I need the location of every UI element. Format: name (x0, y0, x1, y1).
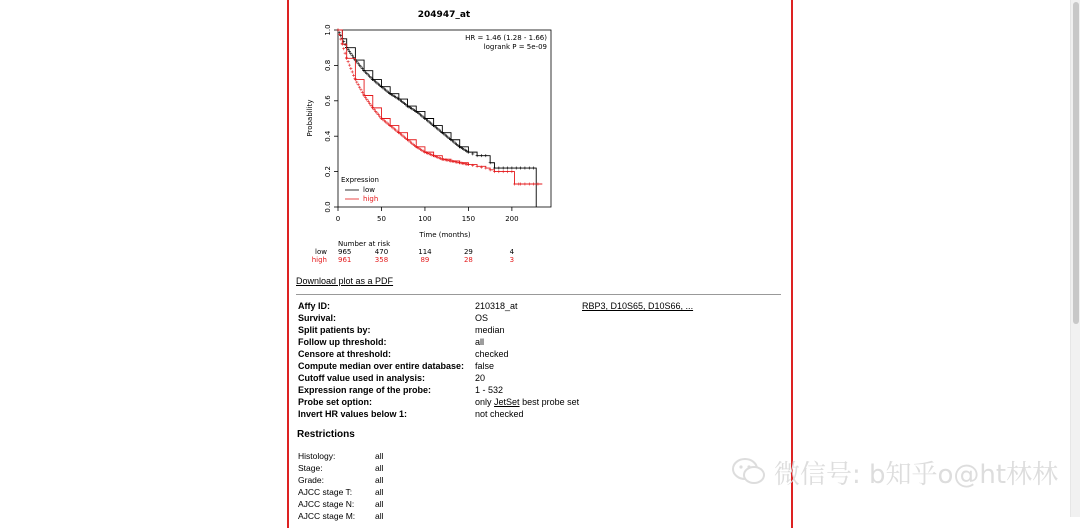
download-pdf-link[interactable]: Download plot as a PDF (296, 276, 394, 286)
censor-mark (359, 65, 362, 68)
censor-mark (348, 64, 351, 67)
restriction-label: AJCC stage N: (298, 499, 355, 509)
censor-mark (351, 54, 354, 57)
risk-count-high: 3 (509, 256, 515, 264)
scrollbar-thumb[interactable] (1073, 2, 1079, 324)
censor-mark (489, 168, 492, 171)
censor-mark (493, 170, 496, 173)
censor-mark (337, 29, 340, 32)
censor-mark (339, 38, 342, 41)
censor-mark (497, 167, 500, 170)
info-value: 20 (475, 373, 486, 383)
censor-mark (532, 182, 535, 185)
censor-mark (373, 108, 376, 111)
censor-mark (348, 50, 351, 53)
censor-mark (519, 167, 522, 170)
censor-mark (365, 72, 368, 75)
info-value (475, 396, 579, 408)
risk-count-low: 114 (418, 248, 432, 256)
info-label: Compute median over entire database: (298, 361, 465, 371)
censor-mark (428, 152, 431, 155)
info-value: 210318_at (475, 301, 518, 311)
censor-mark (380, 117, 383, 120)
censor-mark (510, 167, 513, 170)
censor-mark (368, 75, 371, 78)
info-label: Probe set option: (298, 397, 372, 407)
legend-label-high: high (363, 195, 379, 203)
x-tick-label: 200 (505, 215, 519, 223)
censor-mark (493, 167, 496, 170)
wechat-watermark (732, 452, 1058, 492)
censor-mark (371, 106, 374, 109)
censor-mark (370, 104, 373, 107)
restriction-value: all (375, 463, 384, 473)
y-tick-label: 0.8 (324, 59, 332, 71)
y-axis-label: Probability (306, 99, 314, 137)
restriction-value: all (375, 511, 384, 521)
y-tick-label: 0.2 (324, 166, 332, 178)
censor-mark (532, 167, 535, 170)
info-value: all (475, 337, 485, 347)
legend-label-low: low (363, 186, 375, 194)
restrictions-heading: Restrictions (297, 429, 355, 440)
info-value: false (475, 361, 495, 371)
info-label: Censore at threshold: (298, 349, 392, 359)
risk-count-high: 961 (338, 256, 352, 264)
censor-mark (438, 156, 441, 159)
censor-mark (341, 43, 344, 46)
logrank-annotation: logrank P = 5e-09 (483, 43, 547, 51)
info-value: checked (475, 349, 509, 359)
censor-mark (371, 78, 374, 81)
info-label: Invert HR values below 1: (298, 409, 408, 419)
censor-mark (352, 74, 355, 77)
restriction-label: Stage: (298, 463, 323, 473)
probe-prefix: only (475, 397, 492, 407)
censor-mark (358, 64, 361, 67)
restriction-value: all (375, 499, 384, 509)
vertical-scrollbar[interactable] (1070, 0, 1080, 517)
restriction-label: AJCC stage M: (298, 511, 356, 521)
wechat-icon (732, 457, 766, 487)
restriction-value: all (375, 451, 384, 461)
x-tick-label: 50 (377, 215, 386, 223)
censor-mark (528, 182, 531, 185)
censor-mark (363, 94, 366, 97)
watermark-text: 微信号: b知乎o@ht林林 (774, 459, 1059, 490)
censor-mark (439, 157, 442, 160)
chart-title: 204947_at (417, 10, 471, 20)
y-tick-label: 0.0 (324, 201, 332, 213)
censor-mark (344, 52, 347, 55)
risk-count-low: 29 (463, 248, 473, 256)
info-label: Split patients by: (298, 325, 371, 335)
censor-mark (476, 154, 479, 157)
censor-mark (476, 165, 479, 168)
censor-mark (359, 88, 362, 91)
censor-mark (364, 96, 367, 99)
probe-option-value: best probe set (522, 397, 580, 407)
censor-mark (371, 106, 374, 109)
y-tick-label: 0.6 (324, 95, 332, 107)
censor-mark (365, 98, 368, 101)
censor-mark (519, 182, 522, 185)
censor-mark (342, 47, 345, 50)
censor-mark (536, 182, 539, 185)
censor-mark (489, 161, 492, 164)
info-label: Cutoff value used in analysis: (298, 373, 426, 383)
censor-mark (358, 86, 361, 89)
info-value: 1 - 532 (475, 385, 504, 395)
censor-mark (432, 154, 435, 157)
censor-mark (515, 167, 518, 170)
censor-mark (523, 182, 526, 185)
censor-mark (375, 111, 378, 114)
gene-symbols-link[interactable]: RBP3, D10S65, D10S66, ... (582, 301, 694, 311)
restriction-label: Grade: (298, 475, 324, 485)
info-value: OS (475, 313, 489, 323)
info-label: Survival: (298, 313, 337, 323)
censor-mark (502, 167, 505, 170)
censor-mark (528, 167, 531, 170)
censor-mark (502, 170, 505, 173)
censor-mark (430, 153, 433, 156)
restriction-label: Histology: (298, 451, 336, 461)
censor-mark (523, 167, 526, 170)
risk-count-low: 4 (509, 248, 515, 256)
censor-mark (367, 100, 370, 103)
risk-count-high: 28 (463, 256, 473, 264)
censor-mark (367, 73, 370, 76)
censor-mark (510, 170, 513, 173)
censor-mark (497, 170, 500, 173)
censor-mark (471, 152, 474, 155)
censor-mark (355, 81, 358, 84)
divider (296, 294, 781, 295)
info-value: not checked (475, 409, 524, 419)
censor-mark (506, 170, 509, 173)
survival-curve-high (338, 30, 542, 184)
censor-mark (467, 163, 470, 166)
censor-mark (506, 167, 509, 170)
risk-count-low: 965 (338, 248, 352, 256)
jetset-link[interactable]: JetSet (494, 397, 520, 407)
censor-mark (357, 62, 360, 65)
censor-mark (436, 156, 439, 159)
censor-mark (349, 52, 352, 55)
info-label: Follow up threshold: (298, 337, 387, 347)
censor-mark (368, 102, 371, 105)
censor-mark (429, 153, 432, 156)
x-tick-label: 100 (418, 215, 432, 223)
censor-mark (361, 67, 364, 70)
risk-count-high: 358 (374, 256, 389, 264)
risk-row-label-low: low (315, 248, 327, 256)
restriction-value: all (375, 475, 384, 485)
risk-count-high: 89 (420, 256, 430, 264)
censor-mark (480, 154, 483, 157)
censor-mark (374, 110, 377, 113)
censor-mark (484, 154, 487, 157)
info-label: Affy ID: (298, 301, 330, 311)
censor-mark (357, 83, 360, 86)
censor-mark (378, 115, 381, 118)
legend-title: Expression (341, 176, 379, 184)
y-tick-label: 0.4 (324, 130, 332, 142)
censor-mark (347, 60, 350, 63)
censor-mark (377, 113, 380, 116)
x-tick-label: 150 (461, 215, 476, 223)
hr-annotation: HR = 1.46 (1.28 - 1.66) (465, 34, 547, 42)
info-value: median (475, 325, 505, 335)
censor-mark (345, 57, 348, 60)
censor-mark (484, 167, 487, 170)
censor-mark (370, 76, 373, 79)
restriction-label: AJCC stage T: (298, 487, 353, 497)
censor-marks-high (337, 29, 540, 186)
info-label: Expression range of the probe: (298, 385, 432, 395)
restriction-value: all (375, 487, 384, 497)
censor-mark (349, 67, 352, 70)
risk-row-label-high: high (311, 256, 327, 264)
y-tick-label: 1.0 (324, 24, 332, 36)
risk-table-title: Number at risk (338, 240, 391, 248)
censor-mark (351, 70, 354, 73)
risk-count-low: 470 (374, 248, 389, 256)
censor-mark (362, 69, 365, 72)
x-axis-label: Time (months) (419, 231, 471, 239)
censor-mark (361, 91, 364, 94)
censor-mark (363, 69, 366, 72)
censor-mark (513, 182, 516, 185)
x-tick-label: 0 (335, 215, 341, 223)
